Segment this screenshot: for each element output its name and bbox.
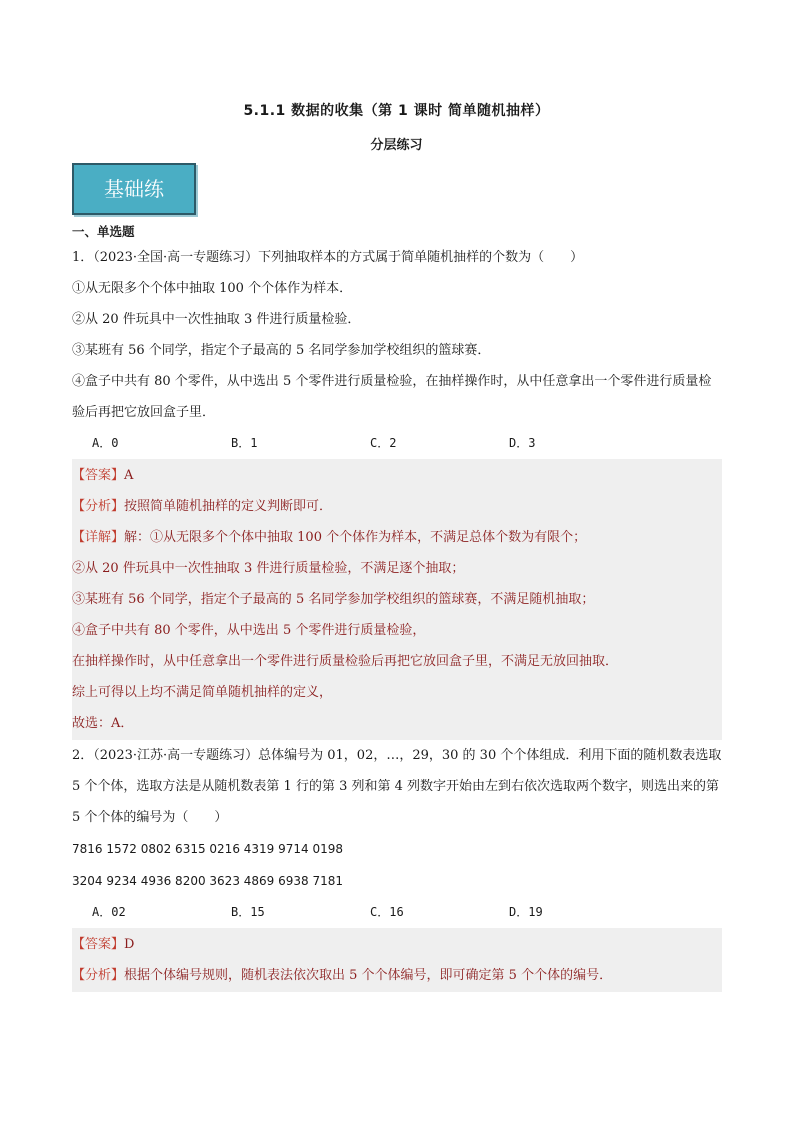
analysis-tag: 【分析】 — [72, 499, 125, 514]
analysis-text: 按照简单随机抽样的定义判断即可． — [124, 499, 333, 514]
question-1-options — [72, 428, 722, 459]
detail-line-3: ③某班有 56 个同学，指定个子最高的 5 名同学参加学校组织的篮球赛，不满足随机抽取； — [72, 592, 595, 607]
question-1 — [72, 242, 722, 740]
detail-line-7: 故选：A． — [72, 716, 134, 731]
option-a: A．0 — [92, 436, 119, 450]
detail-tag: 【详解】 — [72, 530, 125, 545]
analysis-tag: 【分析】 — [72, 968, 125, 983]
question-1-stem: 1．（2023·全国·高一专题练习）下列抽取样本的方式属于简单随机抽样的个数为（ ） — [72, 250, 584, 265]
option-d: D．19 — [509, 905, 543, 919]
detail-line-5: 在抽样操作时，从中任意拿出一个零件进行质量检验后再把它放回盒子里，不满足无放回抽取． — [72, 654, 619, 669]
page-subtitle: 分层练习 — [370, 138, 423, 153]
detail-line-6: 综上可得以上均不满足简单随机抽样的定义， — [72, 685, 333, 700]
detail-line-1: 解：①从无限多个个体中抽取 100 个个体作为样本，不满足总体个数为有限个； — [124, 530, 587, 545]
detail-line-4: ④盒子中共有 80 个零件，从中选出 5 个零件进行质量检验， — [72, 623, 426, 638]
answer-value: D — [124, 937, 135, 952]
page-title: 5.1.1 数据的收集（第 1 课时 简单随机抽样） — [243, 103, 550, 119]
random-table-row-2: 3204 9234 4936 8200 3623 4869 6938 7181 — [72, 874, 344, 888]
question-1-item-1: ①从无限多个个体中抽取 100 个个体作为样本． — [72, 281, 353, 296]
answer-tag: 【答案】 — [72, 468, 125, 483]
option-a: A．02 — [92, 905, 126, 919]
question-1-item-3: ③某班有 56 个同学，指定个子最高的 5 名同学参加学校组织的篮球赛． — [72, 343, 491, 358]
option-b: B．1 — [231, 436, 258, 450]
detail-line-2: ②从 20 件玩具中一次性抽取 3 件进行质量检验，不满足逐个抽取； — [72, 561, 465, 576]
question-2 — [72, 740, 722, 992]
option-c: C．2 — [370, 436, 397, 450]
question-1-solution — [72, 459, 722, 740]
section-heading: 一、单选题 — [72, 224, 135, 239]
question-2-options — [72, 897, 722, 928]
option-b: B．15 — [231, 905, 265, 919]
analysis-text: 根据个体编号规则，随机表法依次取出 5 个个体编号，即可确定第 5 个个体的编号． — [124, 968, 613, 983]
option-c: C．16 — [370, 905, 404, 919]
question-2-stem: 2．（2023·江苏·高一专题练习）总体编号为 01，02，…，29，30 的 30 个个体组成．利用下面的随机数表选取 5 个个体，选取方法是从随机数表第 1 行的第 3 列和第 4 列数字开始由左到右依次选取两个数字，则选出来的第 5 个个体的编号为（ ） — [72, 748, 722, 825]
answer-value: A — [124, 468, 134, 483]
level-badge: 基础练 — [72, 163, 196, 215]
random-table-row-1: 7816 1572 0802 6315 0216 4319 9714 0198 — [72, 842, 344, 856]
worksheet-content — [72, 222, 722, 992]
answer-tag: 【答案】 — [72, 937, 125, 952]
option-d: D．3 — [509, 436, 536, 450]
question-1-item-4: ④盒子中共有 80 个零件，从中选出 5 个零件进行质量检验，在抽样操作时，从中任意拿出一个零件进行质量检验后再把它放回盒子里． — [72, 374, 712, 420]
question-1-item-2: ②从 20 件玩具中一次性抽取 3 件进行质量检验． — [72, 312, 361, 327]
question-2-solution — [72, 928, 722, 992]
